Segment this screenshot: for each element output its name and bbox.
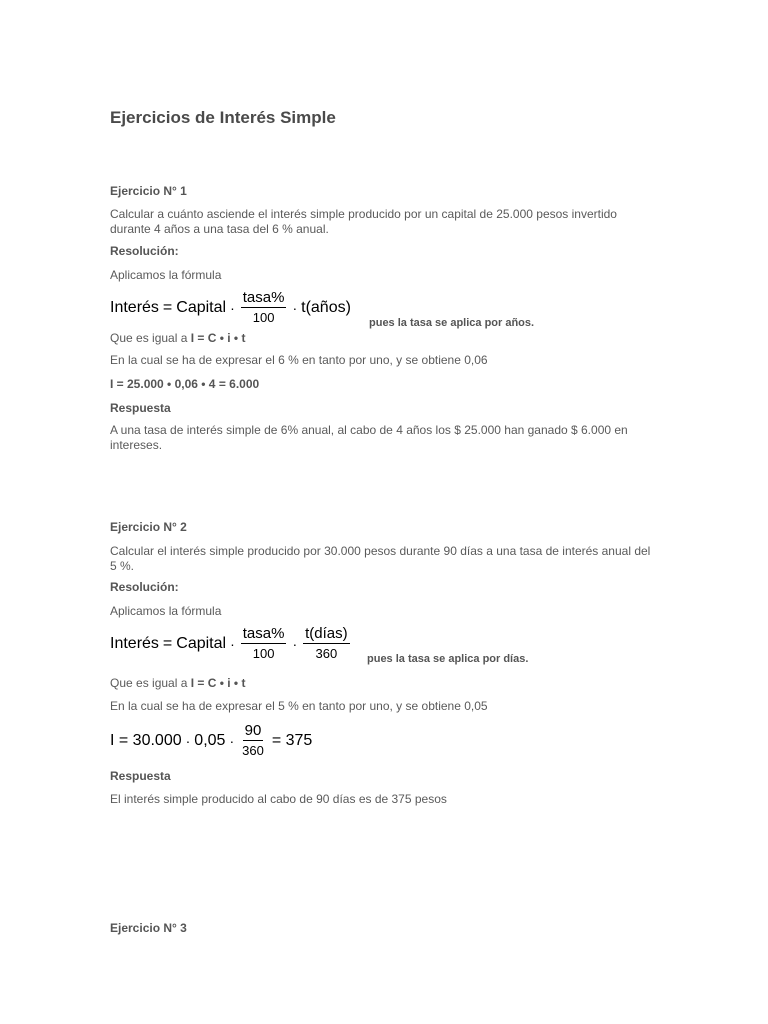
exercise-1-conversion: En la cual se ha de expresar el 6 % en tanto por uno, y se obtiene 0,06: [110, 353, 488, 367]
equivalence-prefix: Que es igual a: [110, 676, 191, 690]
formula-equals: =: [162, 298, 173, 316]
exercise-2-conversion: En la cual se ha de expresar el 5 % en tanto por uno, y se obtiene 0,05: [110, 699, 488, 713]
rate-fraction: [241, 289, 287, 326]
fraction-denominator: 360: [315, 646, 338, 661]
equivalence-prefix: Que es igual a: [110, 331, 191, 345]
calc-lhs: I = 30.000: [110, 731, 182, 749]
exercise-1-equivalence: [110, 331, 660, 346]
exercise-1-resolution-label: Resolución:: [110, 244, 179, 258]
calc-result: = 375: [271, 731, 313, 749]
fraction-numerator: 90: [244, 722, 262, 739]
exercise-1-answer-label: Respuesta: [110, 401, 171, 415]
exercise-2-statement: Calcular el interés simple producido por 30.000 pesos durante 90 días a una tasa de interés anual del 5 %.: [110, 544, 651, 573]
exercise-1-heading: Ejercicio N° 1: [110, 184, 187, 198]
exercise-1-formula: [110, 289, 351, 326]
time-fraction: [303, 625, 350, 662]
exercise-2-equivalence: [110, 676, 660, 691]
exercise-2-answer-label: Respuesta: [110, 769, 171, 783]
exercise-2-formula: [110, 625, 352, 662]
exercise-2-formula-intro: Aplicamos la fórmula: [110, 604, 222, 618]
exercise-2-resolution-label: Resolución:: [110, 580, 179, 594]
fraction-numerator: tasa%: [242, 625, 285, 642]
multiply-dot: ·: [230, 299, 235, 316]
multiply-dot: ·: [185, 732, 191, 749]
exercise-1-formula-intro: Aplicamos la fórmula: [110, 268, 222, 282]
document-title: Ejercicios de Interés Simple: [110, 108, 336, 127]
days-fraction: [240, 722, 266, 759]
exercise-1-calculation: I = 25.000 • 0,06 • 4 = 6.000: [110, 377, 260, 391]
formula-lhs: Interés: [110, 634, 159, 652]
fraction-denominator: 100: [252, 310, 275, 325]
exercise-2-calculation: [110, 722, 312, 759]
fraction-denominator: 100: [252, 646, 275, 661]
exercise-1-statement: Calcular a cuánto asciende el interés simple producido por un capital de 25.000 pesos invertido durante 4 años a una tasa del 6 % anual.: [110, 207, 617, 236]
fraction-denominator: 360: [242, 743, 264, 758]
multiply-dot: ·: [230, 635, 235, 652]
formula-capital: Capital: [176, 298, 227, 316]
formula-capital: Capital: [176, 634, 227, 652]
exercise-1-formula-note: pues la tasa se aplica por años.: [369, 317, 535, 329]
multiply-dot: ·: [292, 299, 298, 316]
fraction-numerator: tasa%: [242, 289, 285, 306]
equivalence-formula: I = C • i • t: [190, 676, 246, 690]
calc-rate: 0,05: [194, 731, 226, 749]
exercise-3-heading: Ejercicio N° 3: [110, 921, 187, 935]
rate-fraction: [241, 625, 287, 662]
exercise-2-heading: Ejercicio N° 2: [110, 520, 187, 534]
formula-lhs: Interés: [110, 298, 159, 316]
formula-equals: =: [162, 634, 173, 652]
multiply-dot: ·: [229, 732, 235, 749]
equivalence-formula: I = C • i • t: [190, 331, 246, 345]
exercise-1-answer: A una tasa de interés simple de 6% anual, al cabo de 4 años los $ 25.000 han ganado $ 6.000 en intereses.: [110, 423, 628, 452]
exercise-2-formula-note: pues la tasa se aplica por días.: [367, 653, 529, 665]
multiply-dot: ·: [292, 635, 298, 652]
fraction-numerator: t(días): [305, 625, 348, 642]
formula-time: t(años): [301, 298, 351, 316]
exercise-2-answer: El interés simple producido al cabo de 90 días es de 375 pesos: [110, 792, 447, 806]
